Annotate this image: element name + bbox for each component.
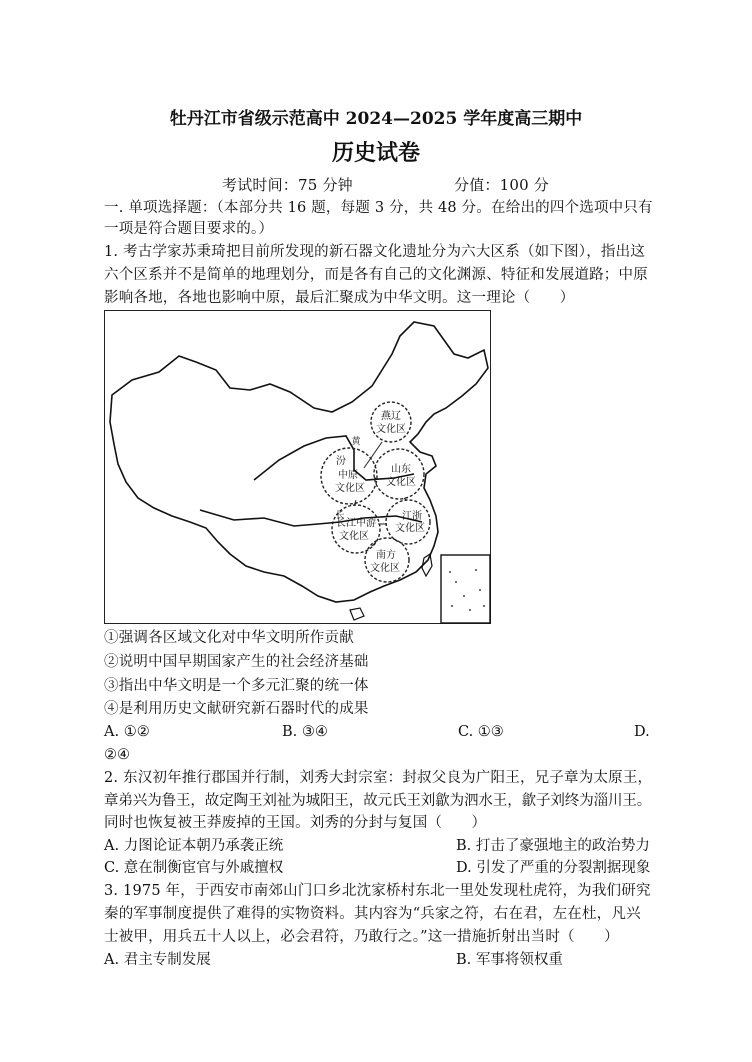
- q2-option-a[interactable]: A. 力图论证本朝乃承袭正统: [104, 838, 284, 854]
- jiangzhe-label-2: 文化区: [395, 523, 425, 534]
- chang-river-label: 长: [335, 511, 345, 521]
- huang-river-label: 黄: [351, 437, 361, 447]
- shandong-label-2: 文化区: [386, 477, 416, 488]
- q1-statement-2: ②说明中国早期国家产生的社会经济基础: [104, 654, 369, 670]
- zhongyuan-label-2: 中原: [338, 470, 358, 481]
- q1-stem-line3: 影响各地，各地也影响中原，最后汇聚成为中华文明。这一理论（ ）: [104, 290, 575, 306]
- exam-time: 考试时间：75 分钟: [222, 176, 353, 194]
- neolithic-culture-region-map: [104, 310, 491, 624]
- q3-stem-line1: 3. 1975 年，于西安市南郊山门口乡北沈家桥村东北一里处发现杜虎符，为我们研究: [104, 883, 651, 899]
- zhongyuan-label-1: 汾: [336, 456, 346, 467]
- shandong-label-1: 山东: [391, 464, 411, 475]
- nanfang-label-2: 文化区: [370, 563, 400, 574]
- section-instruction-line1: 一. 单项选择题：（本部分共 16 题，每题 3 分，共 48 分。在给出的四个选项中只有: [104, 200, 653, 216]
- q3-option-b[interactable]: B. 军事将领权重: [456, 952, 563, 968]
- jiangzhe-label-1: 江浙: [402, 511, 422, 522]
- q2-stem-line3: 同时也恢复被王莽废掉的王国。刘秀的分封与复国（ ）: [104, 815, 487, 831]
- south-china-sea-inset: [441, 555, 490, 623]
- yanliao-label-1: 燕辽: [381, 411, 401, 422]
- zhongyuan-label-3: 文化区: [335, 483, 365, 494]
- nanfang-label-1: 南方: [376, 550, 396, 561]
- changjiang-label-2: 文化区: [339, 531, 369, 542]
- q1-option-d-continued[interactable]: ②④: [104, 747, 130, 763]
- q1-option-a[interactable]: A. ①②: [104, 724, 150, 740]
- q1-option-c[interactable]: C. ①③: [458, 724, 504, 740]
- q2-stem-line2: 章弟兴为鲁王，故定陶王刘祉为城阳王，故元氏王刘歙为泗水王，歙子刘终为淄川王。: [104, 793, 652, 809]
- q2-option-c[interactable]: C. 意在制衡宦官与外戚擅权: [104, 860, 284, 876]
- q2-option-d[interactable]: D. 引发了严重的分裂割据现象: [456, 860, 651, 876]
- subject-title: 历史试卷: [331, 140, 420, 166]
- q3-option-a[interactable]: A. 君主专制发展: [104, 952, 211, 968]
- q1-statement-3: ③指出中华文明是一个多元汇聚的统一体: [104, 678, 369, 694]
- q1-statement-1: ①强调各区域文化对中华文明所作贡献: [104, 630, 354, 646]
- changjiang-label-1: 长江中游: [336, 518, 376, 529]
- q2-option-b[interactable]: B. 打击了豪强地主的政治势力: [456, 838, 650, 854]
- q1-option-d[interactable]: D.: [634, 724, 650, 740]
- exam-score: 分值：100 分: [454, 176, 549, 194]
- q1-statement-4: ④是利用历史文献研究新石器时代的成果: [104, 701, 369, 717]
- section-instruction-line2: 一项是符合题目要求的。）: [104, 221, 274, 237]
- q1-stem-line1: 1. 考古学家苏秉琦把目前所发现的新石器文化遗址分为六大区系（如下图），指出这: [104, 244, 645, 260]
- q3-stem-line2: 秦的军事制度提供了难得的实物资料。其内容为“兵家之符，右在君，左在杜，凡兴: [104, 906, 641, 922]
- school-title: 牡丹江市省级示范高中 2024—2025 学年度高三期中: [169, 109, 583, 129]
- q2-stem-line1: 2. 东汉初年推行郡国并行制，刘秀大封宗室：封叔父良为广阳王，兄子章为太原王，: [104, 770, 653, 786]
- q1-option-b[interactable]: B. ③④: [282, 724, 328, 740]
- q1-stem-line2: 六个区系并不是简单的地理划分，而是各有自己的文化渊源、特征和发展道路；中原: [104, 267, 648, 283]
- yanliao-label-2: 文化区: [376, 424, 406, 435]
- q3-stem-line3: 士被甲，用兵五十人以上，必会君符，乃敢行之。”这一措施折射出当时（ ）: [104, 929, 619, 945]
